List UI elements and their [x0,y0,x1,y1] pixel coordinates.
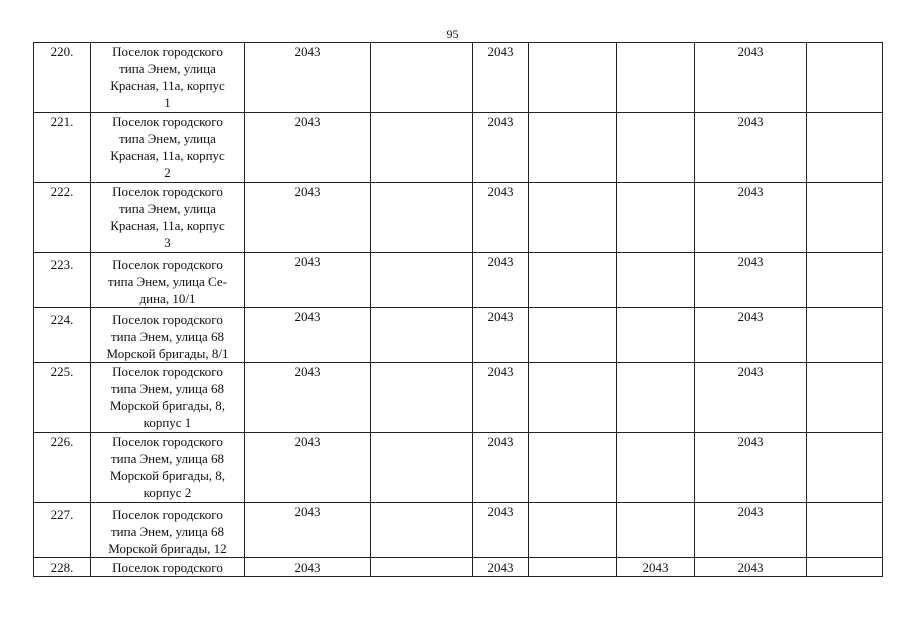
empty-cell [529,558,617,577]
empty-cell [807,43,883,113]
year-cell: 2043 [245,43,371,113]
empty-cell [807,253,883,308]
address-line: типа Энем, улица 68 [110,451,224,466]
address-cell [91,308,245,363]
address-line: 3 [164,235,171,250]
empty-cell [617,253,695,308]
year-cell: 2043 [473,253,529,308]
year-cell: 2043 [695,308,807,363]
address-line: типа Энем, улица [119,131,216,146]
page-number: 95 [446,27,459,41]
address-line: 2 [164,165,171,180]
empty-cell [617,503,695,558]
address-table [33,42,883,577]
address-line: Красная, 11а, корпус [110,78,225,93]
address-line: Поселок городского [112,560,223,575]
table-row [34,503,883,558]
row-number: 228. [34,558,91,577]
year-cell: 2043 [245,253,371,308]
address-cell [91,558,245,577]
empty-cell [371,308,473,363]
row-number: 227. [34,503,91,558]
empty-cell [617,433,695,503]
table-row [34,558,883,577]
empty-cell [371,433,473,503]
year-cell: 2043 [473,183,529,253]
empty-cell [529,43,617,113]
empty-cell [371,363,473,433]
empty-cell [807,433,883,503]
empty-cell [529,308,617,363]
address-line: корпус 1 [143,415,192,430]
empty-cell [807,558,883,577]
year-cell: 2043 [245,558,371,577]
year-cell: 2043 [473,433,529,503]
empty-cell [807,113,883,183]
table-row [34,183,883,253]
empty-cell [371,183,473,253]
empty-cell [529,503,617,558]
row-number: 224. [34,308,91,363]
year-cell: 2043 [695,433,807,503]
year-cell: 2043 [695,43,807,113]
address-line: корпус 2 [143,485,192,500]
address-line: Поселок городского [112,364,223,379]
row-number: 225. [34,363,91,433]
address-line: Морской бригады, 12 [108,541,227,556]
address-line: Морской бригады, 8/1 [106,346,229,361]
year-cell: 2043 [473,503,529,558]
empty-cell [807,183,883,253]
year-cell: 2043 [245,503,371,558]
address-cell [91,433,245,503]
row-number: 222. [34,183,91,253]
empty-cell [807,308,883,363]
address-line: Красная, 11а, корпус [110,218,225,233]
table-row [34,43,883,113]
year-cell: 2043 [695,113,807,183]
address-line: типа Энем, улица 68 [110,329,224,344]
table-row [34,253,883,308]
year-cell: 2043 [245,363,371,433]
empty-cell [617,183,695,253]
empty-cell [529,433,617,503]
empty-cell [807,503,883,558]
year-cell: 2043 [245,308,371,363]
empty-cell [529,183,617,253]
address-line: типа Энем, улица Се- [108,274,227,289]
address-cell [91,363,245,433]
address-line: Поселок городского [112,44,223,59]
year-cell: 2043 [245,113,371,183]
year-cell: 2043 [473,113,529,183]
row-number: 226. [34,433,91,503]
empty-cell [529,363,617,433]
address-line: типа Энем, улица [119,201,216,216]
address-line: типа Энем, улица [119,61,216,76]
address-line: Поселок городского [112,312,223,327]
empty-cell [371,253,473,308]
address-cell [91,43,245,113]
row-number: 221. [34,113,91,183]
table-row [34,308,883,363]
table-row [34,113,883,183]
year-cell: 2043 [695,363,807,433]
empty-cell [617,43,695,113]
row-number: 223. [34,253,91,308]
empty-cell [371,43,473,113]
address-cell [91,113,245,183]
address-line: Морской бригады, 8, [109,468,226,483]
address-line: Поселок городского [112,114,223,129]
empty-cell [529,253,617,308]
year-cell: 2043 [695,183,807,253]
address-line: 1 [164,95,171,110]
address-cell [91,253,245,308]
address-line: Поселок городского [112,184,223,199]
year-cell: 2043 [473,363,529,433]
empty-cell [617,363,695,433]
empty-cell [371,503,473,558]
address-cell [91,503,245,558]
year-cell: 2043 [245,433,371,503]
address-line: Поселок городского [112,257,223,272]
table-row [34,363,883,433]
year-cell: 2043 [695,253,807,308]
empty-cell [371,113,473,183]
empty-cell [617,308,695,363]
year-cell: 2043 [695,503,807,558]
address-line: Поселок городского [112,434,223,449]
address-line: типа Энем, улица 68 [110,524,224,539]
address-line: типа Энем, улица 68 [110,381,224,396]
year-cell: 2043 [617,558,695,577]
empty-cell [371,558,473,577]
year-cell: 2043 [695,558,807,577]
empty-cell [617,113,695,183]
address-line: Морской бригады, 8, [109,398,226,413]
year-cell: 2043 [473,558,529,577]
address-line: дина, 10/1 [139,291,196,306]
year-cell: 2043 [245,183,371,253]
address-line: Поселок городского [112,507,223,522]
empty-cell [807,363,883,433]
year-cell: 2043 [473,308,529,363]
table-row [34,433,883,503]
empty-cell [529,113,617,183]
address-line: Красная, 11а, корпус [110,148,225,163]
address-cell [91,183,245,253]
row-number: 220. [34,43,91,113]
year-cell: 2043 [473,43,529,113]
